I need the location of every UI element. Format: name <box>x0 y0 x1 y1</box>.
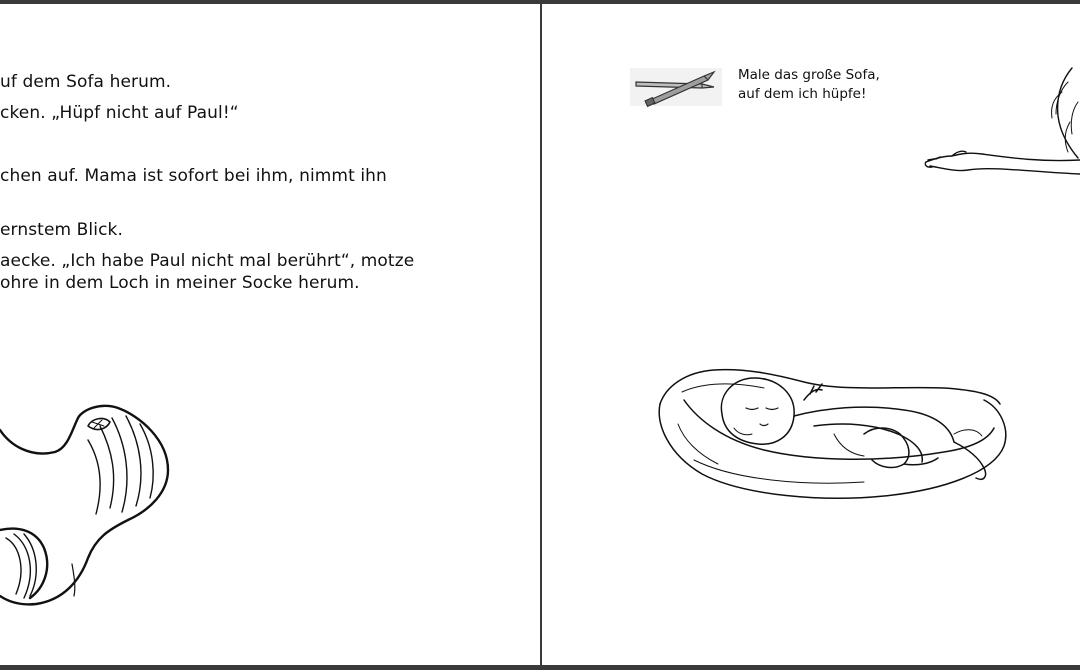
story-line: aecke. „Ich habe Paul nicht mal berührt“, motze <box>0 251 415 271</box>
outstretched-arm-drawing <box>922 62 1080 192</box>
bottom-border <box>0 665 1080 670</box>
right-page <box>542 4 1080 665</box>
story-line: chen auf. Mama ist sofort bei ihm, nimmt ihn <box>0 166 387 186</box>
story-line: ohre in dem Loch in meiner Socke herum. <box>0 273 360 293</box>
story-line: cken. „Hüpf nicht auf Paul!“ <box>0 103 239 123</box>
prompt-line: Male das große Sofa, <box>738 67 880 83</box>
story-line: ernstem Blick. <box>0 220 123 240</box>
prompt-line: auf dem ich hüpfe! <box>738 86 867 102</box>
sock-drawing <box>0 400 180 620</box>
sleeping-baby-in-nest-drawing <box>654 364 1014 514</box>
story-line: uf dem Sofa herum. <box>0 72 172 92</box>
drawing-prompt <box>738 66 880 104</box>
pencils-icon <box>630 66 722 108</box>
left-page <box>0 4 540 665</box>
